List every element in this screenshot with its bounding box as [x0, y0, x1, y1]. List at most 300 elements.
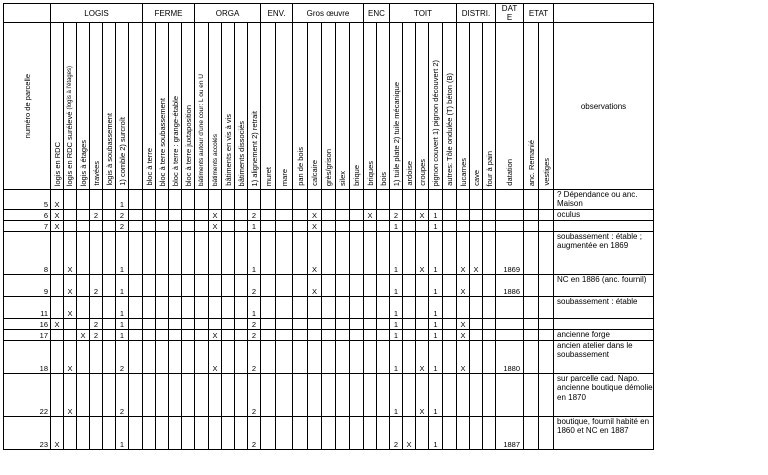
- cell-date: [496, 190, 524, 210]
- cell-enc_bois: [377, 374, 390, 417]
- cell-diss: [235, 297, 248, 319]
- cell-diss: [235, 330, 248, 341]
- inventory-table: [3, 3, 654, 450]
- cell-enc_bois: [377, 232, 390, 275]
- cell-obs: oculus: [554, 210, 654, 221]
- cell-c3: [77, 275, 90, 297]
- cell-croupes: [416, 297, 429, 319]
- cell-bg: [169, 221, 182, 232]
- col-travees-label: travées: [91, 161, 101, 186]
- cell-anc: [524, 232, 539, 275]
- cell-bat_accoles: X: [209, 330, 222, 341]
- cell-four: [483, 297, 496, 319]
- cell-bt: [143, 297, 156, 319]
- cell-calcaire: [308, 341, 322, 374]
- cell-travees: [90, 221, 103, 232]
- col-four-label: four à pain: [484, 150, 494, 186]
- cell-bat_accoles: [209, 190, 222, 210]
- cell-date: 1886: [496, 275, 524, 297]
- cell-muret: [261, 275, 276, 297]
- col-enc-briques: [364, 23, 377, 190]
- group-logis: LOGIS: [51, 4, 143, 23]
- cell-obs: sur parcelle cad. Napo. ancienne boutique démolie en 1870: [554, 374, 654, 417]
- cell-c3: X: [77, 330, 90, 341]
- cell-c3: [77, 190, 90, 210]
- cell-silex: [336, 275, 350, 297]
- cell-gres: [322, 275, 336, 297]
- cell-brique: [350, 374, 364, 417]
- cell-num: 11: [4, 297, 51, 319]
- cell-cave: [470, 330, 483, 341]
- cell-gres: [322, 319, 336, 330]
- cell-cour: [195, 417, 209, 450]
- cell-alignement: 1: [248, 297, 261, 319]
- cell-bg: [169, 319, 182, 330]
- cell-comble: 2: [116, 341, 129, 374]
- col-croupes: [416, 23, 429, 190]
- table-row: [4, 319, 654, 330]
- cell-lucarnes: X: [457, 341, 470, 374]
- col-bloc-juxta: [182, 23, 195, 190]
- col-bloc-grange-label: bloc à terre : grange-étable: [170, 95, 180, 186]
- cell-vest: [539, 210, 554, 221]
- cell-enc_bois: [377, 221, 390, 232]
- cell-autres: [443, 374, 457, 417]
- table-body: [4, 190, 654, 450]
- col-anc-remanie-label: anc. Remanié: [526, 139, 536, 186]
- cell-brique: [350, 297, 364, 319]
- cell-four: [483, 319, 496, 330]
- cell-four: [483, 330, 496, 341]
- cell-bg: [169, 341, 182, 374]
- cell-croupes: [416, 319, 429, 330]
- table-row: [4, 210, 654, 221]
- cell-c1: [51, 330, 64, 341]
- col-logis-rdc: [51, 23, 64, 190]
- cell-alignement: 1: [248, 221, 261, 232]
- cell-bt: [143, 330, 156, 341]
- cell-diss: [235, 319, 248, 330]
- col-vestiges-label: vestiges: [541, 158, 551, 186]
- cell-c1: [51, 275, 64, 297]
- cell-c2: [64, 330, 77, 341]
- cell-pan: [293, 341, 308, 374]
- col-bloc-soubassement: [156, 23, 169, 190]
- cell-alignement: 2: [248, 417, 261, 450]
- cell-date: 1869: [496, 232, 524, 275]
- cell-muret: [261, 341, 276, 374]
- cell-alignement: 2: [248, 374, 261, 417]
- cell-c3: [77, 232, 90, 275]
- cell-vest: [539, 417, 554, 450]
- cell-pan: [293, 275, 308, 297]
- cell-autres: [443, 330, 457, 341]
- cell-travees: [90, 297, 103, 319]
- cell-c2: X: [64, 275, 77, 297]
- col-calcaire-label: calcaire: [310, 160, 319, 186]
- cell-tuile: 1: [390, 330, 403, 341]
- cell-diss: [235, 275, 248, 297]
- cell-soub: [103, 330, 116, 341]
- cell-soub: [103, 221, 116, 232]
- cell-ardoise: [403, 210, 416, 221]
- cell-calcaire: X: [308, 232, 322, 275]
- col-autres: [443, 23, 457, 190]
- col-logis-rdc-sureleve-text: logis en RDC surélevé: [65, 111, 74, 186]
- cell-blank: [129, 221, 143, 232]
- cell-croupes: [416, 221, 429, 232]
- cell-bat_accoles: [209, 297, 222, 319]
- cell-bs: [156, 417, 169, 450]
- cell-bs: [156, 374, 169, 417]
- col-enc-bois-label: bois: [378, 172, 388, 186]
- cell-bj: [182, 297, 195, 319]
- table-row: [4, 297, 654, 319]
- cell-four: [483, 232, 496, 275]
- cell-soub: [103, 232, 116, 275]
- cell-diss: [235, 221, 248, 232]
- cell-pan: [293, 190, 308, 210]
- cell-gres: [322, 232, 336, 275]
- cell-travees: [90, 341, 103, 374]
- cell-travees: [90, 190, 103, 210]
- cell-enc_briques: [364, 417, 377, 450]
- cell-bt: [143, 275, 156, 297]
- col-silex-label: silex: [338, 170, 347, 186]
- cell-c2: X: [64, 341, 77, 374]
- cell-tuile: 1: [390, 275, 403, 297]
- cell-pignon: 1: [429, 210, 443, 221]
- col-logis-etages-label: logis à étages: [78, 139, 88, 186]
- cell-travees: [90, 374, 103, 417]
- col-comble-label: 1) comble 2) surcroît: [117, 117, 127, 186]
- col-pan-bois-label: pan de bois: [295, 147, 305, 186]
- cell-mare: [276, 374, 293, 417]
- group-observations-blank: [554, 4, 654, 23]
- cell-calcaire: [308, 190, 322, 210]
- cell-bg: [169, 417, 182, 450]
- cell-diss: [235, 374, 248, 417]
- cell-muret: [261, 319, 276, 330]
- cell-ardoise: [403, 232, 416, 275]
- cell-autres: [443, 190, 457, 210]
- cell-diss: [235, 417, 248, 450]
- cell-obs: ? Dépendance ou anc. Maison: [554, 190, 654, 210]
- cell-anc: [524, 210, 539, 221]
- cell-soub: [103, 341, 116, 374]
- cell-c2: [64, 190, 77, 210]
- col-bat-vis: [222, 23, 235, 190]
- cell-bat_accoles: [209, 319, 222, 330]
- cell-bg: [169, 190, 182, 210]
- col-brique-label: brique: [352, 165, 361, 186]
- cell-autres: [443, 417, 457, 450]
- cell-cave: [470, 417, 483, 450]
- cell-comble: 2: [116, 221, 129, 232]
- cell-vis: [222, 210, 235, 221]
- cell-pignon: 1: [429, 221, 443, 232]
- cell-vest: [539, 232, 554, 275]
- cell-date: 1880: [496, 341, 524, 374]
- cell-soub: [103, 210, 116, 221]
- cell-pignon: 1: [429, 417, 443, 450]
- cell-date: [496, 297, 524, 319]
- col-croupes-label: croupes: [417, 159, 427, 186]
- cell-cave: [470, 210, 483, 221]
- cell-anc: [524, 297, 539, 319]
- cell-blank: [129, 232, 143, 275]
- cell-muret: [261, 232, 276, 275]
- cell-enc_briques: [364, 221, 377, 232]
- cell-ardoise: [403, 297, 416, 319]
- cell-c1: X: [51, 190, 64, 210]
- cell-c3: [77, 319, 90, 330]
- col-ardoise: [403, 23, 416, 190]
- cell-num: 22: [4, 374, 51, 417]
- cell-enc_bois: [377, 417, 390, 450]
- cell-silex: [336, 232, 350, 275]
- col-bat-accoles: [209, 23, 222, 190]
- cell-gres: [322, 417, 336, 450]
- cell-bj: [182, 232, 195, 275]
- cell-pignon: 1: [429, 374, 443, 417]
- cell-c1: [51, 374, 64, 417]
- cell-tuile: [390, 190, 403, 210]
- cell-croupes: X: [416, 232, 429, 275]
- cell-vis: [222, 190, 235, 210]
- col-logis-rdc-sureleve-note: (logis à l'étages): [67, 65, 73, 110]
- cell-enc_briques: [364, 232, 377, 275]
- cell-vest: [539, 341, 554, 374]
- cell-soub: [103, 190, 116, 210]
- cell-bg: [169, 330, 182, 341]
- cell-brique: [350, 417, 364, 450]
- cell-four: [483, 417, 496, 450]
- cell-mare: [276, 330, 293, 341]
- cell-blank: [129, 275, 143, 297]
- cell-autres: [443, 221, 457, 232]
- cell-enc_briques: [364, 341, 377, 374]
- cell-bt: [143, 190, 156, 210]
- cell-bj: [182, 190, 195, 210]
- cell-muret: [261, 417, 276, 450]
- cell-pignon: 1: [429, 330, 443, 341]
- cell-croupes: [416, 275, 429, 297]
- cell-croupes: [416, 417, 429, 450]
- cell-cour: [195, 374, 209, 417]
- cell-mare: [276, 232, 293, 275]
- group-toit: TOIT: [390, 4, 457, 23]
- col-bloc-soubassement-label: bloc à terre soubassement: [157, 97, 167, 186]
- cell-enc_briques: X: [364, 210, 377, 221]
- cell-muret: [261, 374, 276, 417]
- table-row: [4, 232, 654, 275]
- cell-num: 16: [4, 319, 51, 330]
- cell-alignement: 2: [248, 210, 261, 221]
- col-numero-label: numéro de parcelle: [22, 73, 32, 139]
- cell-vest: [539, 275, 554, 297]
- cell-c3: [77, 210, 90, 221]
- cell-pan: [293, 330, 308, 341]
- cell-four: [483, 374, 496, 417]
- cell-bt: [143, 232, 156, 275]
- cell-croupes: X: [416, 374, 429, 417]
- cell-tuile: 1: [390, 221, 403, 232]
- cell-bj: [182, 417, 195, 450]
- cell-cave: [470, 341, 483, 374]
- cell-bj: [182, 221, 195, 232]
- group-enc: ENC: [364, 4, 390, 23]
- cell-brique: [350, 275, 364, 297]
- cell-silex: [336, 190, 350, 210]
- cell-four: [483, 221, 496, 232]
- col-bat-cour: [195, 23, 209, 190]
- col-comble: [116, 23, 129, 190]
- col-logis-rdc-sureleve-label: [65, 63, 75, 189]
- cell-diss: [235, 341, 248, 374]
- cell-muret: [261, 190, 276, 210]
- cell-lucarnes: [457, 417, 470, 450]
- cell-bat_accoles: [209, 374, 222, 417]
- cell-pignon: 1: [429, 232, 443, 275]
- col-observations-label: observations: [580, 101, 627, 111]
- cell-bg: [169, 210, 182, 221]
- col-lucarnes-label: lucarnes: [458, 157, 468, 186]
- cell-bt: [143, 341, 156, 374]
- cell-autres: [443, 275, 457, 297]
- cell-cour: [195, 330, 209, 341]
- cell-calcaire: [308, 297, 322, 319]
- cell-comble: 1: [116, 232, 129, 275]
- cell-date: [496, 374, 524, 417]
- cell-c1: X: [51, 221, 64, 232]
- cell-cour: [195, 210, 209, 221]
- cell-croupes: [416, 190, 429, 210]
- col-autres-label: autres: Tôle ondulée (T) béton (B): [445, 73, 454, 186]
- cell-soub: [103, 319, 116, 330]
- cell-pan: [293, 319, 308, 330]
- col-cave: [470, 23, 483, 190]
- col-lucarnes: [457, 23, 470, 190]
- cell-comble: 1: [116, 190, 129, 210]
- cell-bs: [156, 341, 169, 374]
- cell-bs: [156, 275, 169, 297]
- cell-mare: [276, 190, 293, 210]
- cell-c2: X: [64, 374, 77, 417]
- cell-ardoise: [403, 319, 416, 330]
- cell-enc_briques: [364, 319, 377, 330]
- cell-pignon: 1: [429, 319, 443, 330]
- cell-lucarnes: X: [457, 319, 470, 330]
- cell-calcaire: [308, 319, 322, 330]
- table-row: [4, 341, 654, 374]
- cell-muret: [261, 297, 276, 319]
- cell-blank: [129, 341, 143, 374]
- cell-brique: [350, 319, 364, 330]
- cell-enc_bois: [377, 297, 390, 319]
- cell-obs: soubassement : étable: [554, 297, 654, 319]
- cell-vis: [222, 319, 235, 330]
- cell-obs: [554, 319, 654, 330]
- cell-silex: [336, 221, 350, 232]
- cell-mare: [276, 297, 293, 319]
- cell-enc_bois: [377, 210, 390, 221]
- cell-pan: [293, 221, 308, 232]
- cell-mare: [276, 275, 293, 297]
- cell-vis: [222, 330, 235, 341]
- cell-alignement: 1: [248, 232, 261, 275]
- col-brique: [350, 23, 364, 190]
- cell-autres: [443, 341, 457, 374]
- cell-calcaire: [308, 374, 322, 417]
- cell-blank: [129, 297, 143, 319]
- group-gros-oeuvre: Gros œuvre: [293, 4, 364, 23]
- cell-c2: [64, 417, 77, 450]
- cell-obs: boutique, fournil habité en 1860 et NC en 1887: [554, 417, 654, 450]
- cell-num: 18: [4, 341, 51, 374]
- cell-comble: 1: [116, 330, 129, 341]
- cell-gres: [322, 341, 336, 374]
- cell-bj: [182, 374, 195, 417]
- col-bat-dissocies-label: bâtiments dissociés: [236, 120, 246, 186]
- cell-bg: [169, 297, 182, 319]
- cell-anc: [524, 341, 539, 374]
- cell-bs: [156, 190, 169, 210]
- cell-alignement: [248, 190, 261, 210]
- cell-num: 6: [4, 210, 51, 221]
- col-enc-briques-label: briques: [365, 161, 375, 186]
- cell-vest: [539, 374, 554, 417]
- cell-mare: [276, 417, 293, 450]
- cell-calcaire: X: [308, 221, 322, 232]
- cell-date: [496, 319, 524, 330]
- cell-ardoise: [403, 341, 416, 374]
- cell-lucarnes: [457, 374, 470, 417]
- cell-cour: [195, 190, 209, 210]
- cell-c1: X: [51, 210, 64, 221]
- cell-vis: [222, 417, 235, 450]
- cell-enc_bois: [377, 341, 390, 374]
- cell-diss: [235, 210, 248, 221]
- cell-bat_accoles: X: [209, 341, 222, 374]
- cell-blank: [129, 417, 143, 450]
- cell-cave: [470, 275, 483, 297]
- col-logis-soubassement-label: logis à soubassement: [104, 113, 114, 186]
- cell-silex: [336, 374, 350, 417]
- cell-brique: [350, 330, 364, 341]
- cell-cave: [470, 190, 483, 210]
- cell-blank: [129, 319, 143, 330]
- cell-c2: [64, 221, 77, 232]
- cell-four: [483, 275, 496, 297]
- cell-four: [483, 190, 496, 210]
- cell-autres: [443, 319, 457, 330]
- cell-obs: NC en 1886 (anc. fournil): [554, 275, 654, 297]
- group-etat: ETAT: [524, 4, 554, 23]
- cell-blank: [129, 210, 143, 221]
- col-bloc-terre-label: bloc à terre: [144, 148, 154, 186]
- col-silex: [336, 23, 350, 190]
- col-muret: [261, 23, 276, 190]
- col-bat-vis-label: bâtiments en vis à vis: [223, 114, 233, 186]
- cell-bs: [156, 319, 169, 330]
- col-gres: [322, 23, 336, 190]
- cell-autres: [443, 210, 457, 221]
- cell-bs: [156, 232, 169, 275]
- cell-anc: [524, 319, 539, 330]
- cell-bg: [169, 232, 182, 275]
- col-pignon-label: pignon couvert 1) pignon découvert 2): [431, 59, 440, 186]
